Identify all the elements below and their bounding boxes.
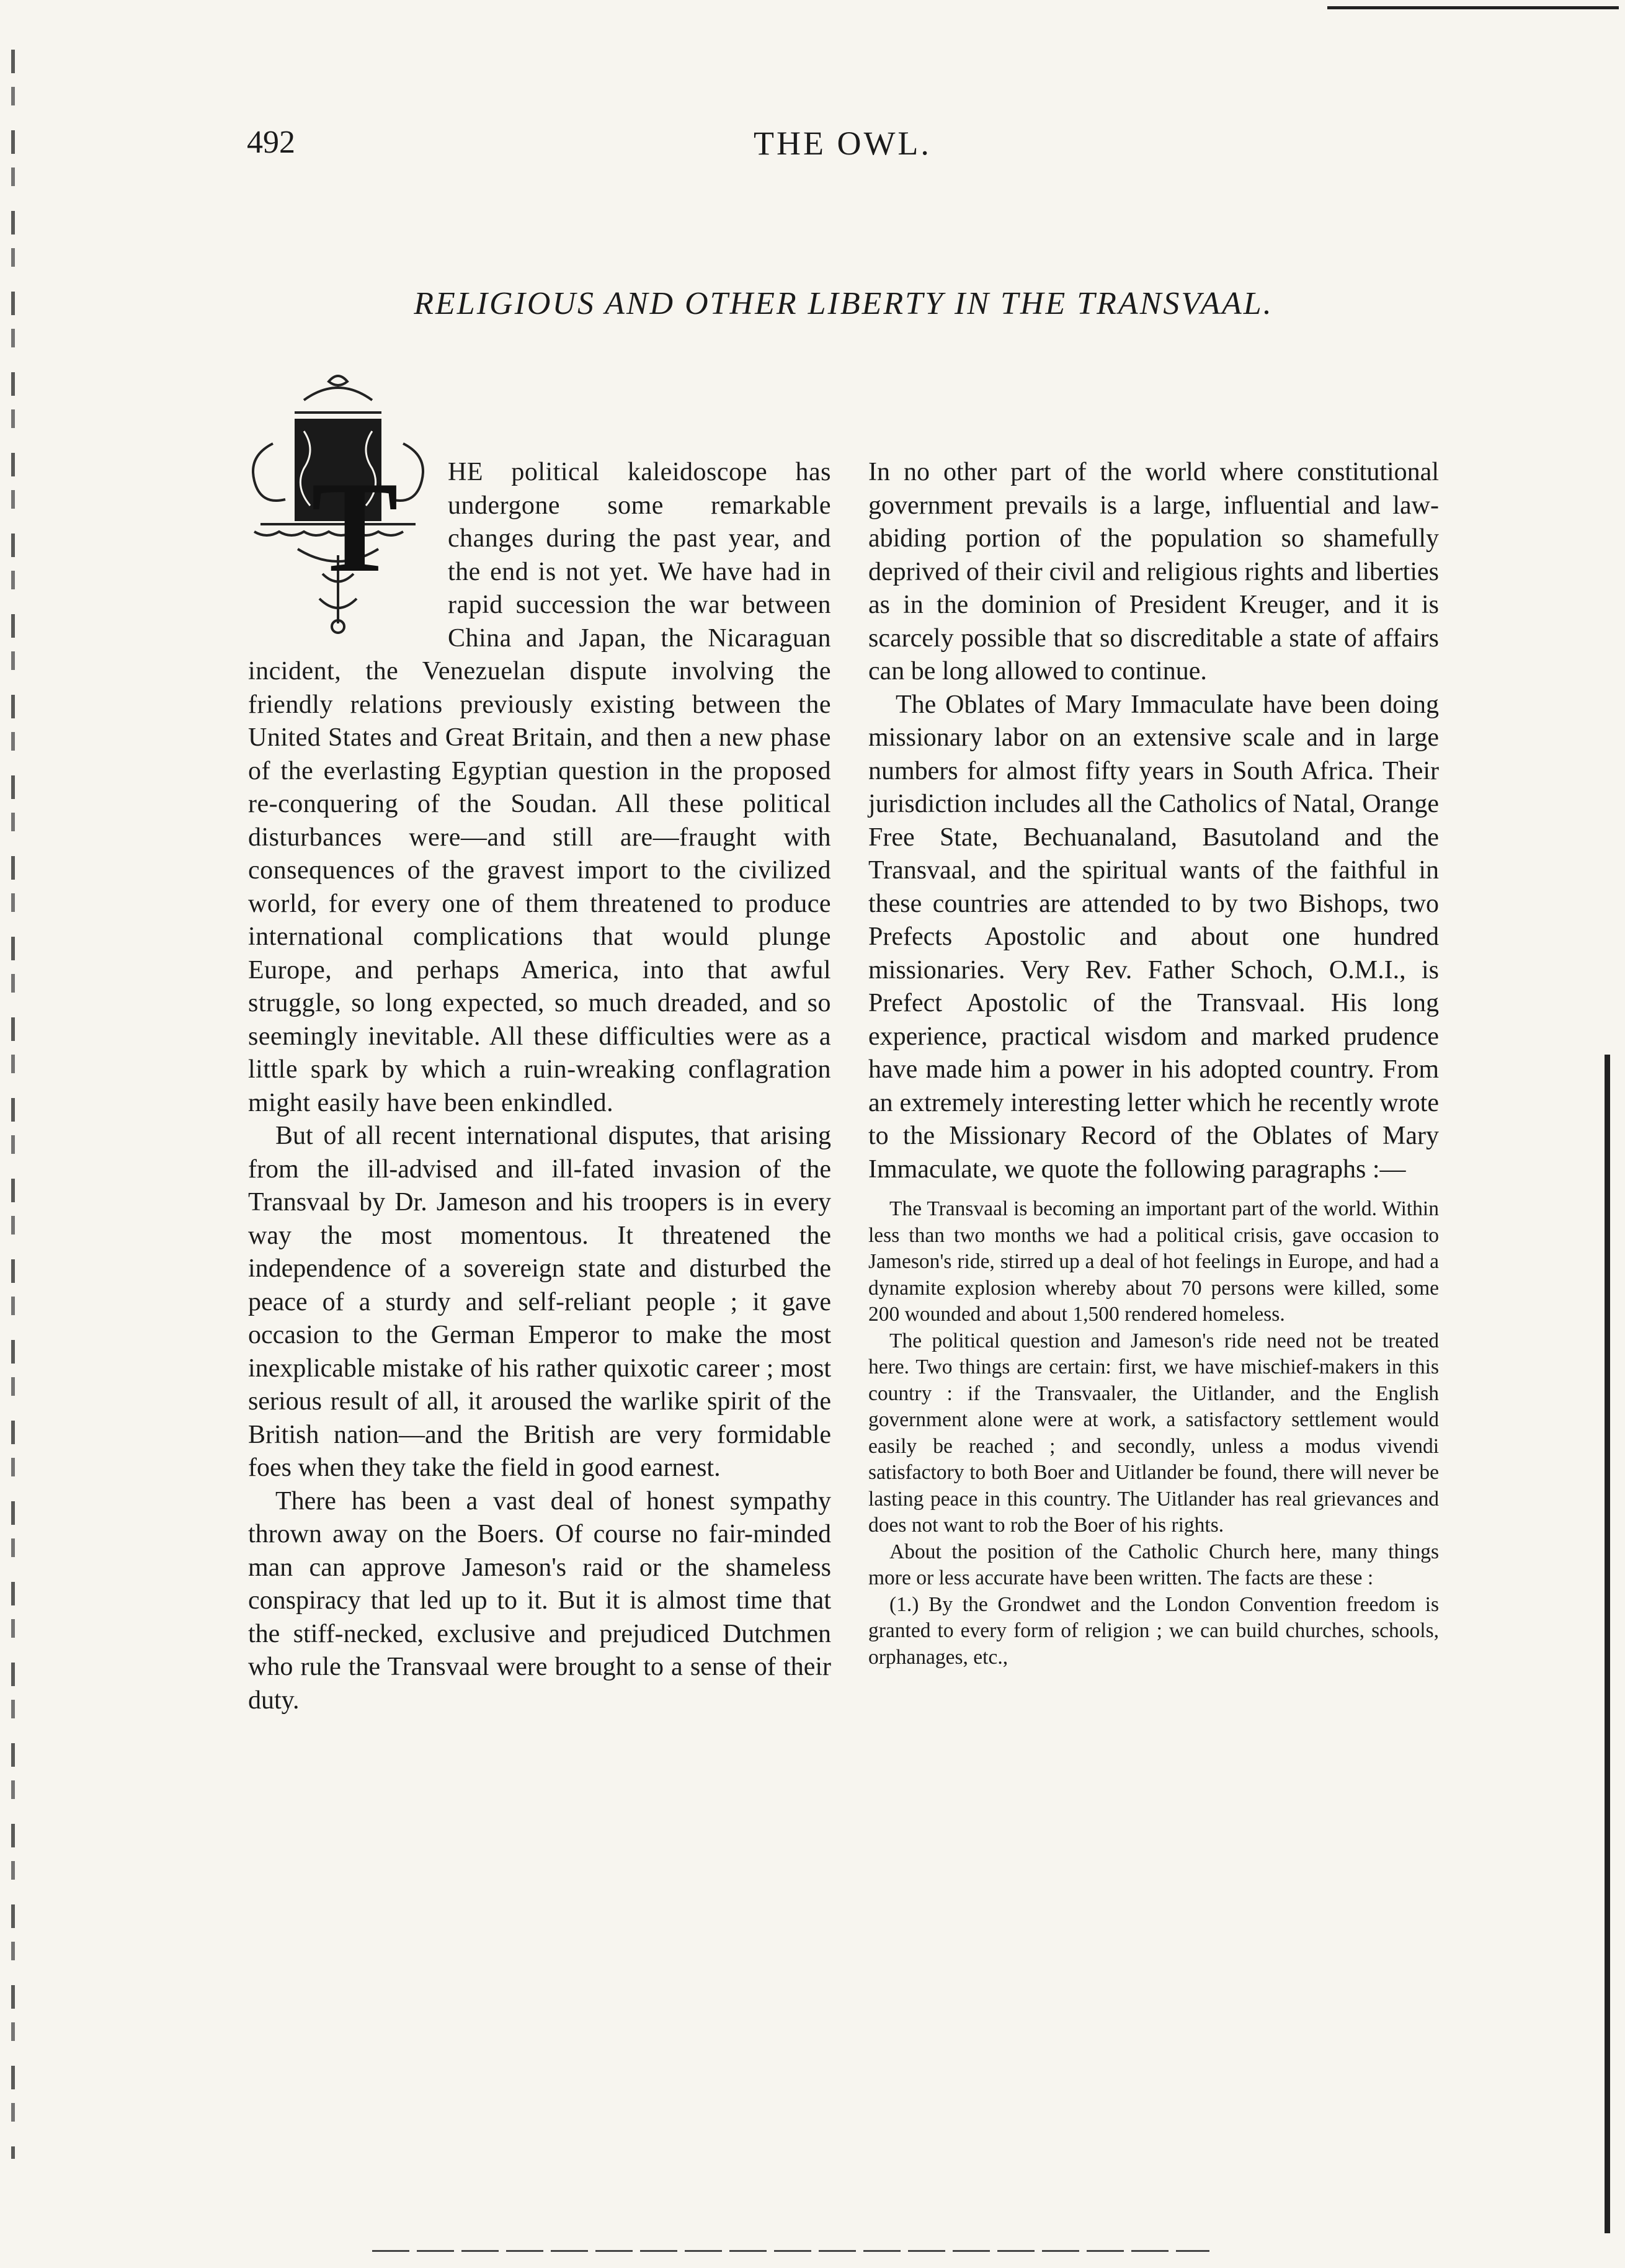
left-paragraph-1: HE political kaleidoscope has undergone some remarkable changes during the past year, and the end is not yet. We have had in rapid succession the war between China and Japan, the Nicaraguan incident, the Venezuelan dispute involving the friendly relations previously existing between the United States and Great Britain, and then a new phase of the everlasting Egyptian question in the proposed re-conquering of the Soudan. All these political disturbances were—and still are—fraught with consequences of the gravest import to the civilized world, for every one of them threatened to produce international complications that would plunge Europe, and perhaps America, into that awful struggle, so long expected, so much dreaded, and so seemingly inevitable. All these difficulties were as a little spark by which a ruin-wreaking conflagration might easily have been enkindled. <box>248 458 831 1117</box>
scan-right-edge <box>1605 1055 1610 2233</box>
ornamental-dropcap <box>236 369 440 636</box>
page-number: 492 <box>247 125 295 160</box>
scan-bottom-rule <box>372 2250 1209 2252</box>
right-column <box>868 456 1439 1671</box>
quote-paragraph-2: The political question and Jameson's ride need not be treated here. Two things are certain: first, we have mischief-makers in this country : if the Transvaaler, the Uitlander, and the English government alone were at work, a satisfactory settlement would easily be reached ; and secondly, unless a modus vivendi satisfactory to both Boer and Uitlander be found, there will never be lasting peace in this country. The Uitlander has real grievances and does not want to rob the Boer of his rights. <box>868 1329 1439 1537</box>
quote-paragraph-3: About the position of the Catholic Church here, many things more or less accurate have been written. The facts are these : <box>868 1540 1439 1589</box>
left-paragraph-3: There has been a vast deal of honest sympathy thrown away on the Boers. Of course no fair-minded man can approve Jameson's raid or the shameless conspiracy that led up to it. But it is almost time that the stiff-necked, exclusive and prejudiced Dutchmen who rule the Transvaal were brought to a sense of their duty. <box>248 1486 831 1715</box>
right-paragraph-2: The Oblates of Mary Immaculate have been doing missionary labor on an extensive scale and in large numbers for almost fifty years in South Africa. Their jurisdiction includes all the Catholics of Natal, Orange Free State, Bechuanaland, Basutoland and the Transvaal, and the spiritual wants of the faithful in these countries are attended to by two Bishops, two Prefects Apostolic and about one hundred missionaries. Very Rev. Father Schoch, O.M.I., is Prefect Apostolic of the Transvaal. His long experience, practical wisdom and marked prudence have made him a power in his adopted country. From an extremely interesting letter which he recently wrote to the Missionary Record of the Oblates of Mary Immaculate, we quote the following paragraphs :— <box>868 690 1439 1184</box>
article-title: RELIGIOUS AND OTHER LIBERTY IN THE TRANSVAAL. <box>414 286 1273 321</box>
quote-paragraph-1: The Transvaal is becoming an important part of the world. Within less than two months we had a political crisis, gave occasion to Jameson's ride, stirred up a deal of hot feelings in Europe, and had a dynamite explosion whereby about 70 persons were killed, some 200 wounded and about 1,500 rendered homeless. <box>868 1197 1439 1326</box>
running-head <box>0 124 1625 174</box>
dropcap-letter: T <box>311 455 399 599</box>
left-paragraph-2: But of all recent international disputes, that arising from the ill-advised and ill-fated invasion of the Transvaal by Dr. Jameson and his troopers is in every way the most momentous. It threatened the independence of a sovereign state and disturbed the peace of a sturdy and self-reliant people ; it gave occasion to the German Emperor to make the most inexplicable mistake of his rather quixotic career ; most serious result of all, it aroused the warlike spirit of the British nation—and the British are very formidable foes when they take the field in good earnest. <box>248 1122 831 1482</box>
right-paragraph-1: In no other part of the world where constitutional government prevails is a large, influential and law-abiding portion of the population so shamefully deprived of their civil and religious rights and liberties as in the dominion of President Kreuger, and it is scarcely possible that so discreditable a state of affairs can be long allowed to continue. <box>868 458 1439 685</box>
quote-paragraph-4: (1.) By the Grondwet and the London Convention freedom is granted to every form of religion ; we can build churches, schools, orphanages, etc., <box>868 1592 1439 1669</box>
scan-top-rule <box>1327 6 1619 9</box>
journal-title: THE OWL. <box>754 125 932 162</box>
quoted-letter <box>868 1196 1439 1671</box>
left-column <box>248 456 831 1717</box>
scan-left-edge <box>11 50 15 2159</box>
